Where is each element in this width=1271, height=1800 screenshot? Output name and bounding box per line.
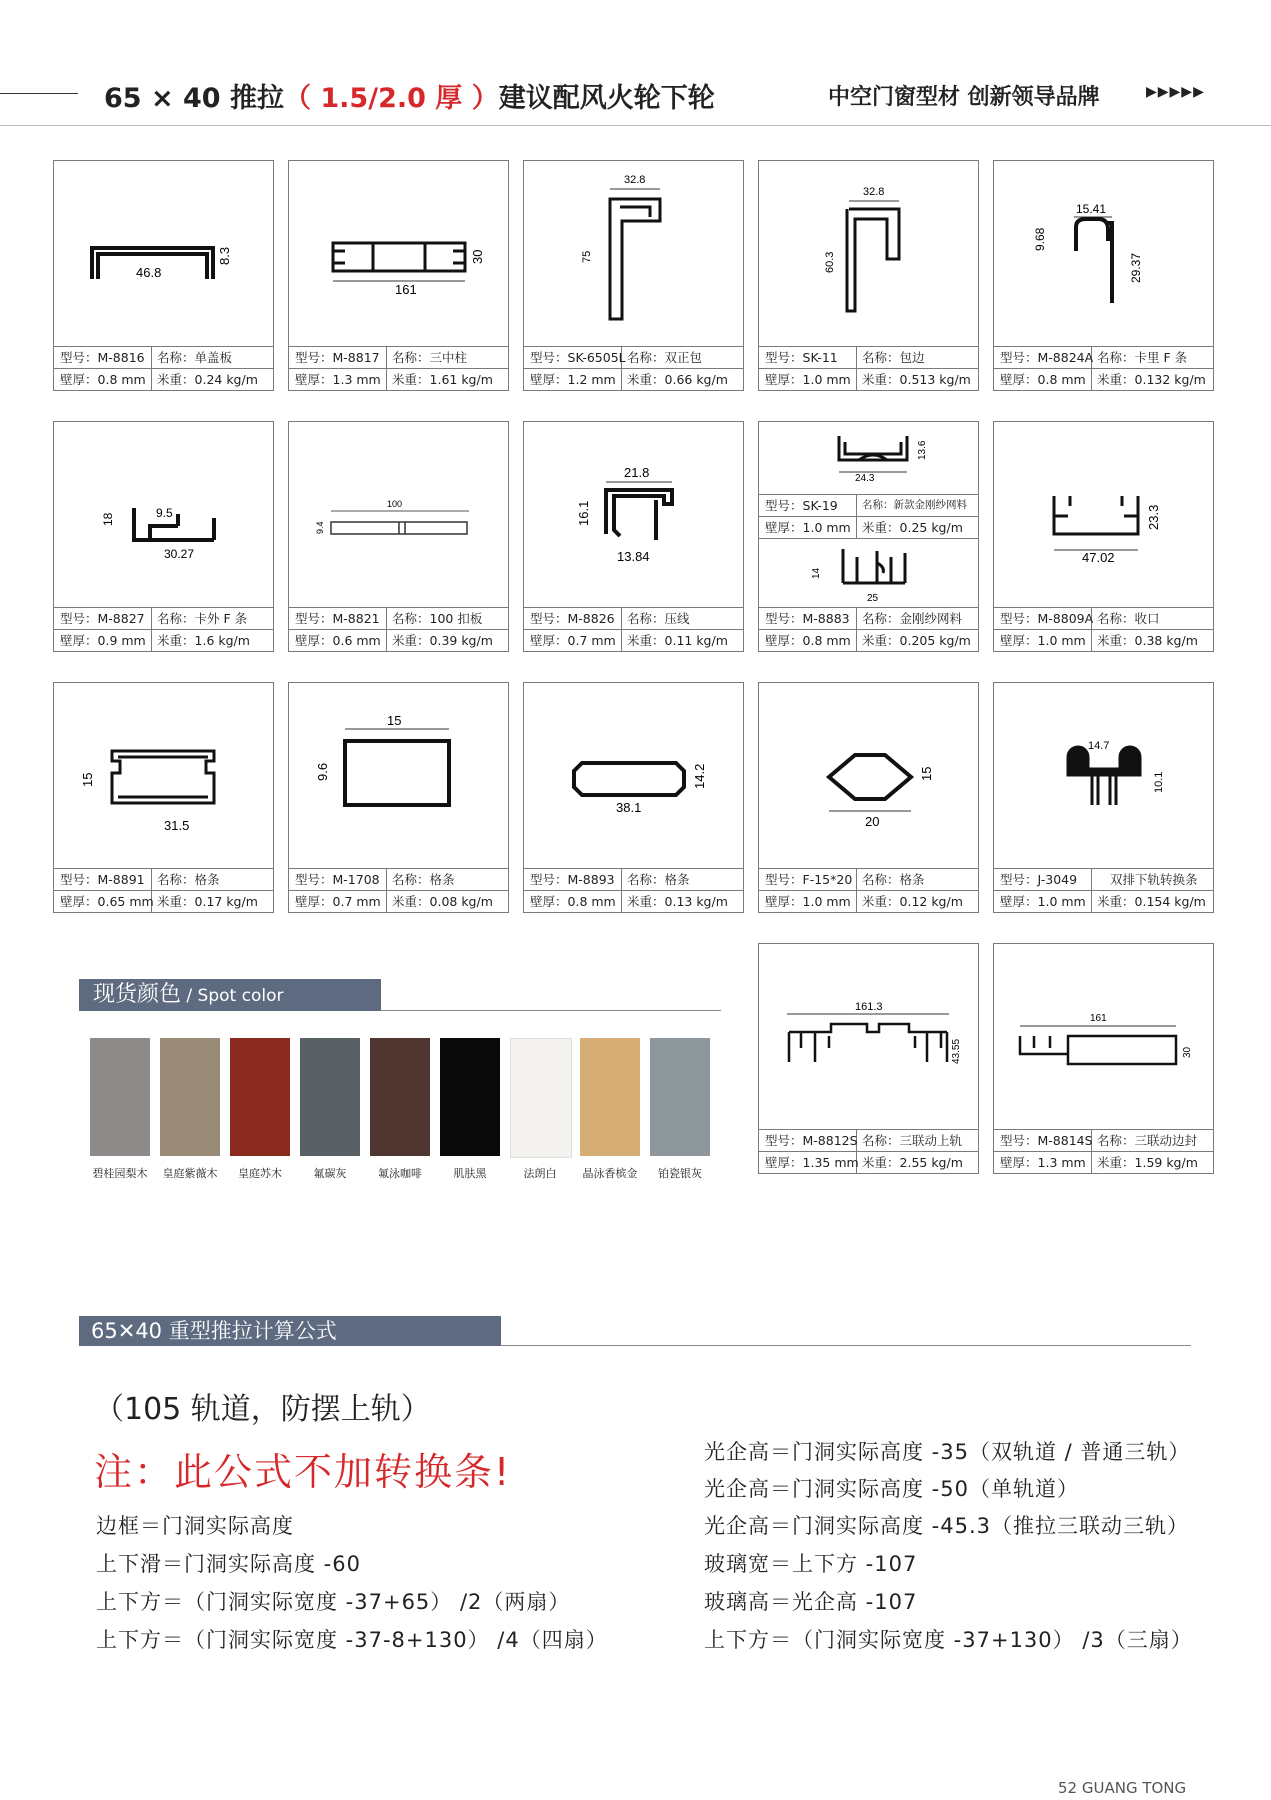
svg-text:18: 18 [101, 512, 115, 526]
profile-card-f-15x20: 20 15 型号：F-15*20 名称：格条 壁厚：1.0 mm 米重：0.12 kg/m [758, 682, 979, 913]
profile-card-m-8814s: 161 30 型号：M-8814S 名称：三联动边封 壁厚：1.3 mm 米重：1.59 kg/m [993, 943, 1214, 1174]
svg-text:9.68: 9.68 [1033, 227, 1047, 251]
profile-card-j-3049: 14.7 10.1 型号：J-3049 双排下轨转换条 壁厚：1.0 mm 米重：0.154 kg/m [993, 682, 1214, 913]
svg-text:161: 161 [395, 282, 417, 297]
color-swatch [370, 1038, 430, 1156]
profile-card-m-8826: 21.8 16.1 13.84 型号：M-8826 名称：压线 壁厚：0.7 mm 米重：0.11 kg/m [523, 421, 744, 652]
profile-drawing [54, 161, 273, 347]
spot-color-header [79, 979, 381, 1011]
profile-card-sk-11: 32.8 60.3 型号：SK-11 名称：包边 壁厚：1.0 mm 米重：0.513 kg/m [758, 160, 979, 391]
svg-text:23.3: 23.3 [1146, 504, 1161, 530]
formula-left-3: 上下方＝（门洞实际宽度 -37+65） /2（两扇） [96, 1590, 571, 1614]
color-swatch [300, 1038, 360, 1156]
title-main: 65 × 40 推拉 [104, 83, 284, 114]
svg-text:161: 161 [1090, 1013, 1107, 1024]
color-swatch [510, 1038, 572, 1158]
svg-text:10.1: 10.1 [1153, 771, 1165, 793]
svg-text:9.5: 9.5 [156, 506, 173, 520]
svg-text:8.3: 8.3 [217, 246, 232, 265]
svg-text:60.3: 60.3 [824, 251, 836, 273]
svg-text:14.7: 14.7 [1088, 740, 1110, 752]
formula-note: 注：此公式不加转换条! [94, 1450, 512, 1494]
svg-text:15: 15 [919, 766, 934, 781]
svg-text:9.6: 9.6 [315, 762, 330, 781]
color-swatch-label: 铂瓷银灰 [658, 1167, 702, 1180]
svg-text:29.37: 29.37 [1129, 252, 1143, 283]
color-swatch [440, 1038, 500, 1156]
svg-text:43.55: 43.55 [951, 1038, 962, 1064]
formula-right-2: 光企高＝门洞实际高度 -50（单轨道） [704, 1477, 1079, 1501]
arrows-icon: ▶▶▶▶▶ [1146, 84, 1205, 100]
title-suffix: 建议配风火轮下轮 [498, 83, 715, 114]
svg-text:161.3: 161.3 [855, 1001, 883, 1013]
formula-left-4: 上下方＝（门洞实际宽度 -37-8+130） /4（四扇） [96, 1628, 608, 1652]
profile-card-m-8821: 100 9.4 型号：M-8821 名称：100 扣板 壁厚：0.6 mm 米重：0.39 kg/m [288, 421, 509, 652]
svg-text:13.6: 13.6 [917, 440, 928, 460]
formula-right-6: 上下方＝（门洞实际宽度 -37+130） /3（三扇） [704, 1628, 1193, 1652]
color-swatch-label: 晶泳香槟金 [582, 1167, 638, 1180]
header-rule [0, 125, 1271, 126]
brand-slogan: 中空门窗型材 创新领导品牌 [828, 85, 1100, 110]
svg-text:15: 15 [80, 772, 95, 787]
svg-text:15: 15 [387, 713, 402, 728]
profile-card-m-8827: 9.5 18 30.27 型号：M-8827 名称：卡外 F 条 壁厚：0.9 mm 米重：1.6 kg/m [53, 421, 274, 652]
profile-drawing-sk-19 [759, 422, 978, 492]
profile-drawing-m-8883 [759, 539, 978, 609]
svg-text:9.4: 9.4 [315, 521, 325, 534]
spot-color-rule [381, 1010, 721, 1011]
profile-card-m-8812s: 161.3 43.55 型号：M-8812S 名称：三联动上轨 壁厚：1.35 mm 米重：2.55 kg/m [758, 943, 979, 1174]
formula-right-5: 玻璃高＝光企高 -107 [704, 1590, 918, 1614]
color-swatch [90, 1038, 150, 1156]
color-swatch-label: 皇庭苏木 [238, 1167, 282, 1180]
svg-text:15.41: 15.41 [1076, 202, 1107, 216]
formula-left-1: 边框＝门洞实际高度 [96, 1514, 294, 1538]
formula-left-2: 上下滑＝门洞实际高度 -60 [96, 1552, 361, 1576]
page-title [104, 76, 715, 115]
spot-color-title-en: / Spot color [181, 986, 284, 1006]
svg-text:30.27: 30.27 [164, 547, 195, 561]
color-swatch-label: 肌肤黑 [453, 1167, 487, 1180]
page-footer: 52 GUANG TONG [1058, 1779, 1187, 1797]
color-swatch [160, 1038, 220, 1156]
profile-card-m-8816: 46.8 8.3 型号：M-8816 名称：单盖板 壁厚：0.8 mm 米重：0.24 kg/m [53, 160, 274, 391]
svg-text:20: 20 [865, 814, 880, 829]
color-swatch-label: 氟碳灰 [313, 1167, 347, 1180]
profile-card-m-8809a: 47.02 23.3 型号：M-8809A 名称：收口 壁厚：1.0 mm 米重：0.38 kg/m [993, 421, 1214, 652]
svg-text:21.8: 21.8 [624, 465, 650, 480]
svg-text:25: 25 [867, 593, 879, 604]
svg-text:100: 100 [387, 499, 403, 509]
title-thickness: （ 1.5/2.0 厚 ） [283, 83, 499, 114]
spot-color-title-cn: 现货颜色 [93, 982, 182, 1007]
profile-card-m-8817: 161 30 型号：M-8817 名称：三中柱 壁厚：1.3 mm 米重：1.61 kg/m [288, 160, 509, 391]
sk-19-info: 型号：SK-19 名称：新款金刚纱网料 壁厚：1.0 mm 米重：0.25 kg/m [759, 494, 978, 539]
svg-text:30: 30 [470, 249, 485, 264]
profile-card-m-8824a: 15.41 9.68 29.37 型号：M-8824A 名称：卡里 F 条 壁厚：0.8 mm 米重：0.132 kg/m [993, 160, 1214, 391]
svg-text:14: 14 [811, 567, 822, 579]
header-left-rule [0, 93, 78, 94]
svg-text:13.84: 13.84 [617, 549, 650, 564]
svg-text:32.8: 32.8 [624, 174, 646, 186]
svg-text:75: 75 [581, 250, 593, 263]
svg-text:47.02: 47.02 [1082, 550, 1115, 565]
color-swatch-label: 法朗白 [523, 1167, 557, 1180]
color-swatch [650, 1038, 710, 1156]
formula-right-4: 玻璃宽＝上下方 -107 [704, 1552, 918, 1576]
profile-card-m-8891: 15 31.5 型号：M-8891 名称：格条 壁厚：0.65 mm 米重：0.17 kg/m [53, 682, 274, 913]
svg-text:24.3: 24.3 [855, 473, 875, 484]
svg-text:46.8: 46.8 [136, 265, 162, 280]
profile-card-sk-19-m-8883: 24.3 13.6 型号：SK-19 名称：新款金刚纱网料 壁厚：1.0 mm 米重：0.25 kg/m 14 25 型号：M-8883 名称：金刚纱网料 壁厚：0.8 mm 米重：0.205 kg/m [758, 421, 979, 652]
color-swatch-label: 氟泳咖啡 [378, 1167, 422, 1180]
svg-text:16.1: 16.1 [576, 500, 591, 526]
profile-card-m-8893: 38.1 14.2 型号：M-8893 名称：格条 壁厚：0.8 mm 米重：0.13 kg/m [523, 682, 744, 913]
formula-right-3: 光企高＝门洞实际高度 -45.3（推拉三联动三轨） [704, 1514, 1190, 1538]
formula-header: 65✕40 重型推拉计算公式 [79, 1316, 501, 1346]
svg-text:32.8: 32.8 [863, 186, 885, 198]
formula-rule [501, 1345, 1191, 1346]
color-swatch-label: 皇庭紫薇木 [162, 1167, 218, 1180]
profile-card-m-1708: 15 9.6 型号：M-1708 名称：格条 壁厚：0.7 mm 米重：0.08 kg/m [288, 682, 509, 913]
svg-text:30: 30 [1182, 1046, 1193, 1058]
svg-text:14.2: 14.2 [692, 763, 707, 789]
color-swatch [580, 1038, 640, 1156]
formula-subtitle: （105 轨道，防摆上轨） [94, 1392, 431, 1427]
profile-card-sk-6505l: 32.8 75 型号：SK-6505L 名称：双正包 壁厚：1.2 mm 米重：0.66 kg/m [523, 160, 744, 391]
formula-right-1: 光企高＝门洞实际高度 -35（双轨道 / 普通三轨） [704, 1440, 1191, 1464]
color-swatch-label: 碧桂园梨木 [92, 1167, 148, 1180]
svg-text:31.5: 31.5 [164, 818, 190, 833]
svg-text:38.1: 38.1 [616, 800, 642, 815]
color-swatch [230, 1038, 290, 1156]
